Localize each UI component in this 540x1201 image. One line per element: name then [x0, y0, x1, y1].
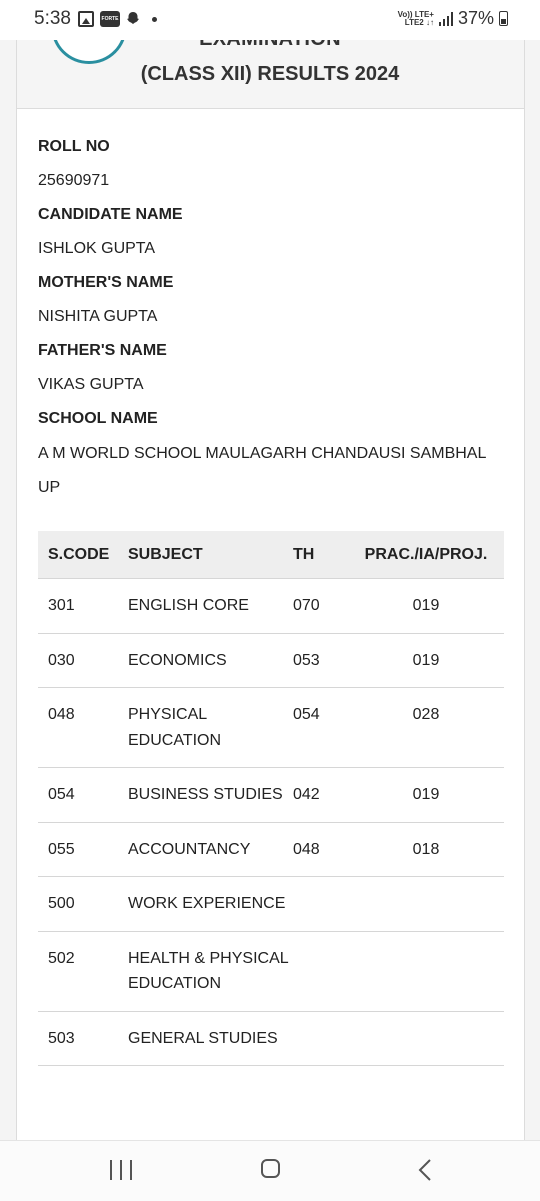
table-row: [38, 1011, 504, 1066]
network-line2: LTE2 ↓↑: [404, 17, 434, 27]
row-code: 030: [38, 633, 128, 688]
row-prac: 018: [348, 822, 504, 877]
mother-name-label: MOTHER'S NAME: [38, 274, 174, 291]
row-subject: ACCOUNTANCY: [128, 822, 293, 877]
back-icon[interactable]: [418, 1158, 432, 1182]
page-title-line2: (CLASS XII) RESULTS 2024: [140, 63, 400, 85]
row-subject: HEALTH & PHYSICAL EDUCATION: [128, 931, 293, 1011]
table-row: [38, 579, 504, 634]
row-th: 053: [293, 633, 348, 688]
home-icon[interactable]: [261, 1159, 280, 1178]
table-row: [38, 633, 504, 688]
row-prac: 019: [348, 768, 504, 823]
father-name-value: VIKAS GUPTA: [38, 376, 144, 393]
school-name-label: SCHOOL NAME: [38, 410, 158, 427]
more-notifications-dot-icon: [152, 17, 157, 22]
row-prac: 019: [348, 579, 504, 634]
row-th: 048: [293, 822, 348, 877]
father-name-label: FATHER'S NAME: [38, 342, 167, 359]
recents-icon[interactable]: [110, 1160, 132, 1180]
row-th: [293, 931, 348, 1011]
row-subject: ECONOMICS: [128, 633, 293, 688]
row-subject: ENGLISH CORE: [128, 579, 293, 634]
row-prac: 019: [348, 633, 504, 688]
battery-percentage: 37%: [457, 8, 494, 28]
row-th: 070: [293, 579, 348, 634]
row-code: 500: [38, 877, 128, 932]
snapchat-icon: [125, 11, 141, 27]
row-code: 048: [38, 688, 128, 768]
row-prac: [348, 1011, 504, 1066]
header-prac: PRAC./IA/PROJ.: [348, 531, 504, 579]
school-name-value-line2: UP: [38, 479, 61, 496]
table-row: [38, 822, 504, 877]
row-code: 301: [38, 579, 128, 634]
header-subject: SUBJECT: [128, 531, 293, 579]
row-prac: [348, 931, 504, 1011]
header-th: TH: [293, 531, 348, 579]
row-code: 054: [38, 768, 128, 823]
school-name-value-line1: A M WORLD SCHOOL MAULAGARH CHANDAUSI SAMBHAL: [38, 445, 487, 462]
app-notification-icon: FORTE: [100, 11, 120, 27]
gallery-icon: [78, 11, 94, 27]
row-th: 042: [293, 768, 348, 823]
status-time: 5:38: [34, 8, 71, 29]
mother-name-value: NISHITA GUPTA: [38, 308, 158, 325]
table-row: [38, 768, 504, 823]
row-code: 503: [38, 1011, 128, 1066]
roll-no-label: ROLL NO: [38, 138, 110, 155]
navigation-bar: [0, 1140, 540, 1201]
row-code: 055: [38, 822, 128, 877]
row-subject: GENERAL STUDIES: [128, 1011, 293, 1066]
battery-icon: [499, 11, 508, 26]
network-line1: Vo)) LTE+: [397, 9, 434, 19]
candidate-name-value: ISHLOK GUPTA: [38, 240, 156, 257]
row-prac: 028: [348, 688, 504, 768]
table-row: [38, 688, 504, 768]
table-header-row: [38, 531, 504, 579]
row-subject: BUSINESS STUDIES: [128, 768, 293, 823]
header-scode: S.CODE: [38, 531, 128, 579]
roll-no-value: 25690971: [38, 172, 110, 189]
status-right-group: [398, 8, 508, 29]
row-th: [293, 877, 348, 932]
candidate-name-label: CANDIDATE NAME: [38, 206, 183, 223]
table-row: [38, 877, 504, 932]
row-code: 502: [38, 931, 128, 1011]
row-th: 054: [293, 688, 348, 768]
row-th: [293, 1011, 348, 1066]
signal-strength-icon: [439, 12, 453, 26]
row-subject: WORK EXPERIENCE: [128, 877, 293, 932]
table-row: [38, 931, 504, 1011]
row-subject: PHYSICAL EDUCATION: [128, 688, 293, 768]
status-bar: [0, 0, 540, 40]
network-type-indicator: [398, 11, 434, 27]
results-table: [38, 531, 504, 1066]
row-prac: [348, 877, 504, 932]
